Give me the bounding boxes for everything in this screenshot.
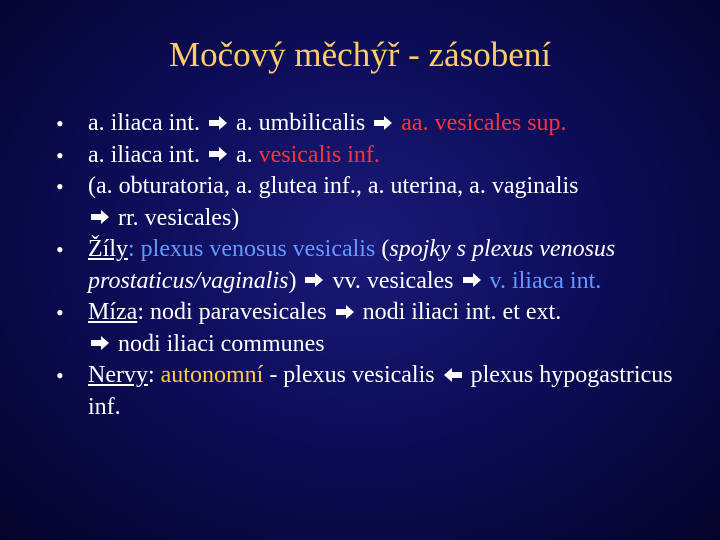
arrow-right-icon xyxy=(208,147,228,161)
arrow-right-icon xyxy=(208,116,228,130)
bullet-text: nodi iliaci int. et ext. xyxy=(362,299,562,325)
arrow-right-icon xyxy=(335,305,355,319)
bullet-text: ( xyxy=(375,236,390,262)
bullet-lymph xyxy=(56,297,696,360)
bullet-text: a. iliaca int. xyxy=(88,141,200,168)
bullet-text: nodi paravesicales xyxy=(149,299,327,325)
bullet-text: - plexus vesicalis xyxy=(263,362,435,388)
bullet-text: a. xyxy=(235,141,259,168)
bullet-arterial-upper xyxy=(56,108,696,140)
bullet-text: rr. vesicales) xyxy=(118,204,240,231)
highlight-text: vesicalis inf. xyxy=(258,141,380,168)
bullet-text: (a. obturatoria, a. glutea inf., a. uterina, a. vaginalis xyxy=(88,173,579,199)
bullet-text: : xyxy=(147,362,161,388)
slide-title: Močový měchýř - zásobení xyxy=(169,35,551,74)
bullet-marker: • xyxy=(56,300,64,325)
bullet-arterial-other xyxy=(56,171,696,234)
bullet-arterial-lower xyxy=(56,140,696,172)
italic-text: spojky s plexus venosus prostaticus/vaginalis xyxy=(88,236,616,294)
arrow-right-icon xyxy=(373,116,393,130)
arrow-right-icon xyxy=(90,210,110,224)
bullet-marker: • xyxy=(56,363,64,388)
arrow-right-icon xyxy=(462,273,482,287)
bullet-text: : xyxy=(137,299,150,325)
bullet-text: vv. vesicales xyxy=(332,267,454,294)
bullet-marker: • xyxy=(56,174,64,199)
arrow-right-icon xyxy=(90,336,110,350)
bullet-marker: • xyxy=(56,142,64,168)
bullet-text: a. iliaca int. xyxy=(88,110,200,136)
highlight-text: aa. vesicales sup. xyxy=(401,110,567,136)
highlight-text: plexus venosus vesicalis xyxy=(140,236,376,262)
arrow-right-icon xyxy=(304,273,324,287)
arrow-left-icon xyxy=(443,368,463,382)
bullet-marker: • xyxy=(56,237,64,262)
bullet-text: a. umbilicalis xyxy=(235,110,366,136)
highlight-text: v. iliaca int. xyxy=(489,267,602,294)
bullet-text: : xyxy=(128,236,141,262)
bullet-text: ) xyxy=(288,267,303,294)
highlight-text: autonomní xyxy=(160,362,264,388)
bullet-list xyxy=(56,108,696,423)
bullet-nerves xyxy=(56,360,696,423)
bullet-veins xyxy=(56,234,696,297)
bullet-text: nodi iliaci communes xyxy=(118,330,325,357)
bullet-marker: • xyxy=(56,111,64,136)
bullet-label: Žíly xyxy=(88,236,128,262)
bullet-label: Nervy xyxy=(88,362,148,388)
bullet-text: plexus hypogastricus inf. xyxy=(88,362,673,420)
bullet-label: Míza xyxy=(88,299,138,325)
